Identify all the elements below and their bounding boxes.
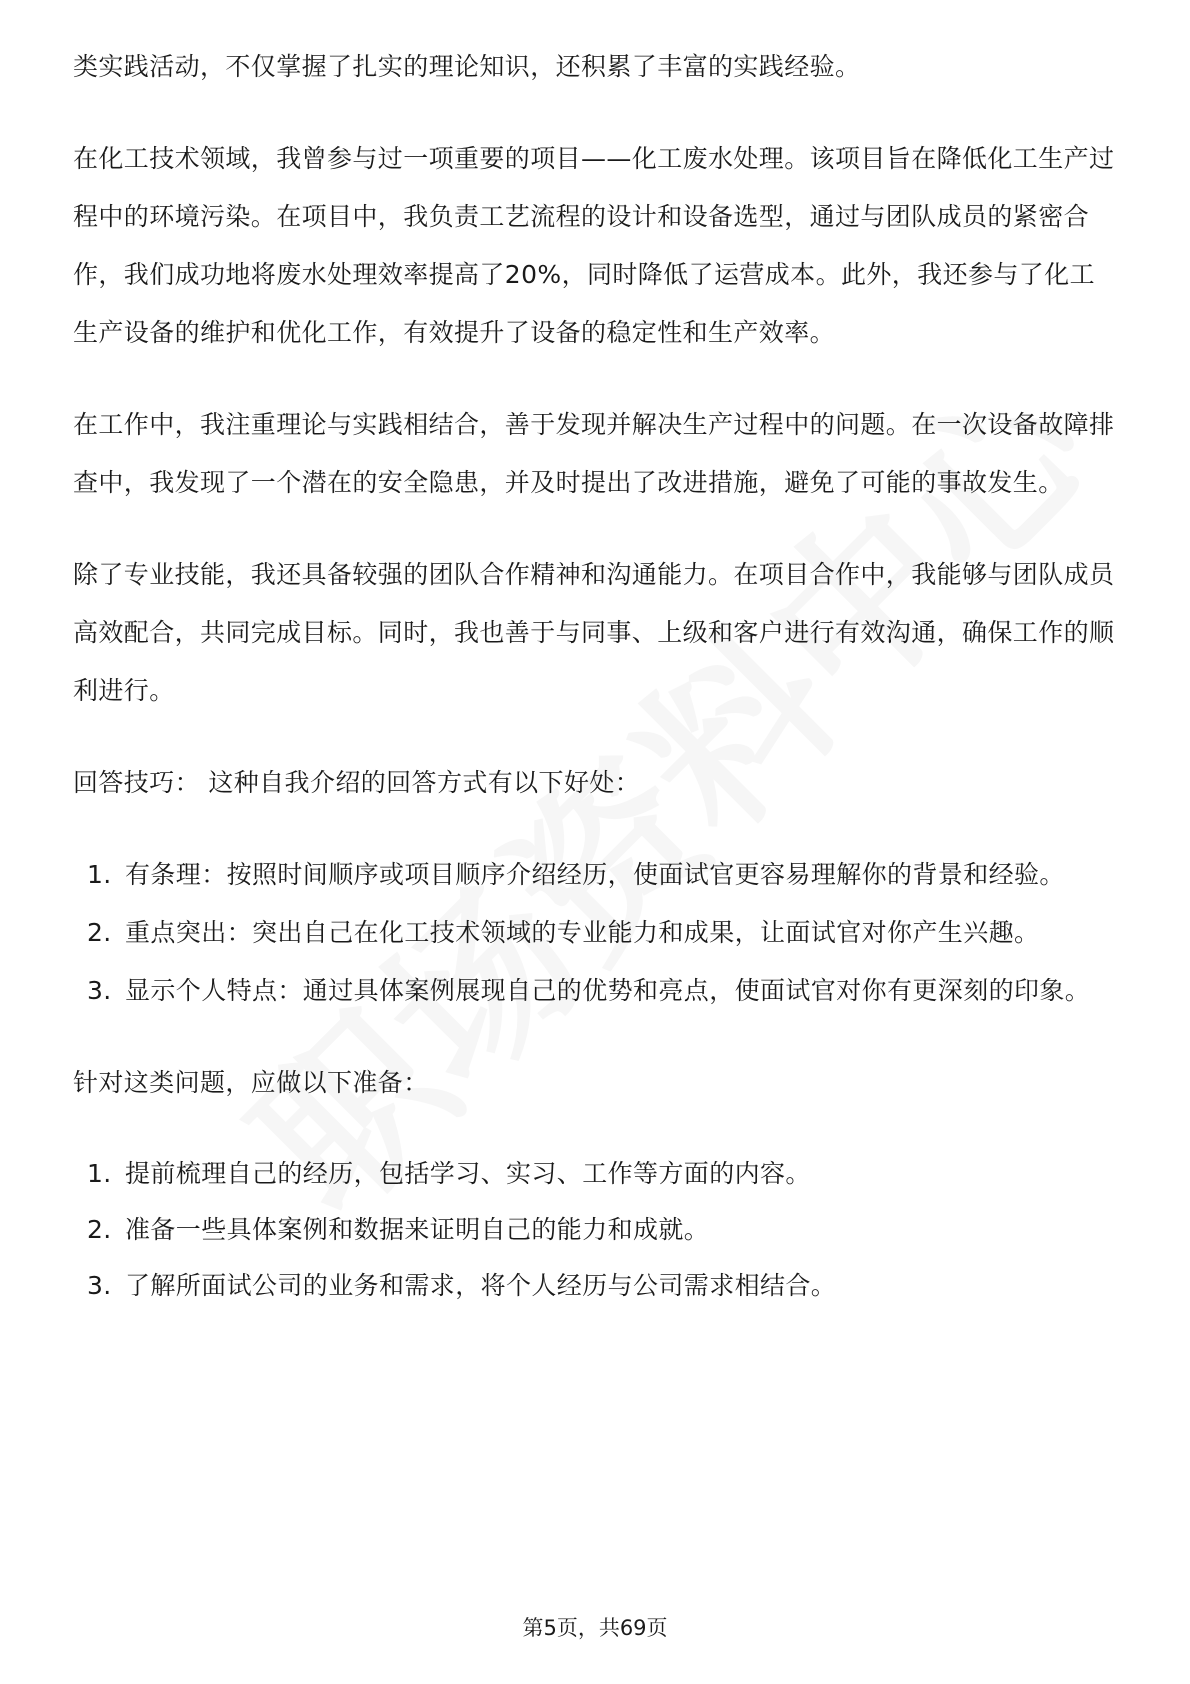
list-item-text: 显示个人特点：通过具体案例展现自己的优势和亮点，使面试官对你有更深刻的印象。: [125, 976, 1091, 1005]
paragraph-tips-heading: 回答技巧： 这种自我介绍的回答方式有以下好处：: [73, 768, 641, 797]
list-item: [73, 1202, 1118, 1258]
list-number: 3.: [87, 976, 112, 1005]
page-content: [73, 38, 1118, 1348]
paragraph-prep-heading: 针对这类问题，应做以下准备：: [73, 1068, 429, 1097]
list-item-text: 准备一些具体案例和数据来证明自己的能力和成就。: [125, 1215, 710, 1244]
list-item: [73, 846, 1118, 904]
list-item-text: 有条理：按照时间顺序或项目顺序介绍经历，使面试官更容易理解你的背景和经验。: [125, 860, 1065, 889]
page-number-footer: 第5页，共69页: [522, 1616, 668, 1640]
list-item: [73, 962, 1118, 1020]
list-item-text: 了解所面试公司的业务和需求，将个人经历与公司需求相结合。: [125, 1271, 837, 1300]
preparations-list: [73, 1146, 1118, 1314]
list-item: [73, 1258, 1118, 1314]
benefits-list: [73, 846, 1118, 1020]
list-item-text: 重点突出：突出自己在化工技术领域的专业能力和成果，让面试官对你产生兴趣。: [125, 918, 1040, 947]
list-number: 1.: [87, 1159, 112, 1188]
list-item: [73, 1146, 1118, 1202]
list-item: [73, 904, 1118, 962]
list-number: 1.: [87, 860, 112, 889]
paragraph-teamwork: 除了专业技能，我还具备较强的团队合作精神和沟通能力。在项目合作中，我能够与团队成员高效配合，共同完成目标。同时，我也善于与同事、上级和客户进行有效沟通，确保工作的顺利进行。: [73, 560, 1115, 705]
paragraph-project: 在化工技术领域，我曾参与过一项重要的项目——化工废水处理。该项目旨在降低化工生产过程中的环境污染。在项目中，我负责工艺流程的设计和设备选型，通过与团队成员的紧密合作，我们成功地将废水处理效率提高了20%，同时降低了运营成本。此外，我还参与了化工生产设备的维护和优化工作，有效提升了设备的稳定性和生产效率。: [73, 144, 1115, 347]
list-number: 2.: [87, 1215, 112, 1244]
list-number: 2.: [87, 918, 112, 947]
list-item-text: 提前梳理自己的经历，包括学习、实习、工作等方面的内容。: [125, 1159, 811, 1188]
paragraph-problem-solving: 在工作中，我注重理论与实践相结合，善于发现并解决生产过程中的问题。在一次设备故障排查中，我发现了一个潜在的安全隐患，并及时提出了改进措施，避免了可能的事故发生。: [73, 410, 1115, 497]
list-number: 3.: [87, 1271, 112, 1300]
paragraph-intro-continued: 类实践活动，不仅掌握了扎实的理论知识，还积累了丰富的实践经验。: [73, 52, 861, 81]
